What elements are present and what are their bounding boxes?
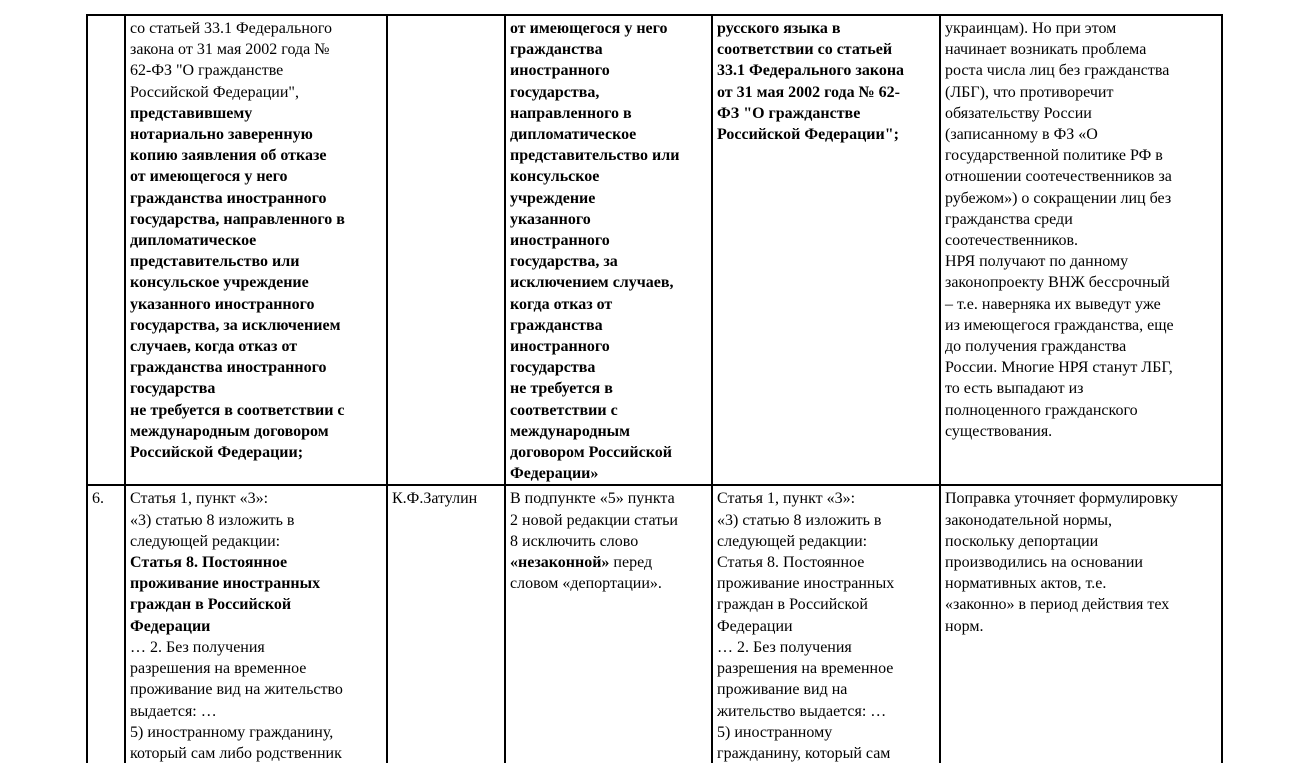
text-line: … 2. Без получения bbox=[717, 638, 852, 656]
text-line: следующей редакции: bbox=[130, 532, 281, 550]
text-line: исключением случаев, bbox=[510, 274, 674, 292]
amendment-line: 2 новой редакции статьи bbox=[510, 511, 678, 529]
text-line: представившему bbox=[130, 104, 253, 122]
text-line: «законно» в период действия тех bbox=[945, 596, 1170, 614]
text-line: от имеющегося у него bbox=[130, 168, 288, 186]
article-text-cell bbox=[125, 15, 387, 485]
text-line: консульское учреждение bbox=[130, 274, 309, 292]
text-line: договором Российской bbox=[510, 444, 672, 462]
text-line: международным bbox=[510, 422, 631, 440]
text-line: Российской Федерации; bbox=[130, 444, 304, 462]
text-line: производились на основании bbox=[945, 554, 1143, 572]
text-line: 5) иностранному гражданину, bbox=[130, 723, 334, 741]
text-line: Статья 1, пункт «3»: bbox=[717, 490, 856, 508]
text-line: – т.е. наверняка их выведут уже bbox=[945, 295, 1161, 313]
article-text-lines bbox=[130, 18, 382, 103]
amendment-text-lines bbox=[510, 18, 707, 484]
row-number-cell bbox=[87, 15, 125, 485]
text-line: гражданину, который сам bbox=[717, 744, 891, 762]
text-line: гражданства среди bbox=[945, 210, 1073, 228]
text-line: граждан в Российской bbox=[130, 596, 292, 614]
amendment-highlight-word: «незаконной» bbox=[510, 554, 610, 572]
text-line: Федерации bbox=[717, 617, 793, 635]
text-line: от 31 мая 2002 года № 62- bbox=[717, 83, 900, 101]
text-line: от имеющегося у него bbox=[510, 20, 668, 37]
text-line: учреждение bbox=[510, 189, 596, 207]
text-line: проживание иностранных bbox=[130, 575, 321, 593]
text-line: законопроекту ВНЖ бессрочный bbox=[945, 274, 1170, 292]
text-line: то есть выпадают из bbox=[945, 380, 1084, 398]
amendment-line-rest: перед bbox=[609, 554, 653, 572]
text-line: обязательству России bbox=[945, 104, 1092, 122]
text-line: не требуется в соответствии с bbox=[130, 401, 345, 419]
text-line: соответствии с bbox=[510, 401, 618, 419]
text-line: выдается: … bbox=[130, 702, 217, 720]
text-line: государственной политике РФ в bbox=[945, 147, 1163, 165]
text-line: Статья 8. Постоянное bbox=[717, 554, 865, 572]
new-text-cell bbox=[712, 15, 940, 485]
comment-lines bbox=[945, 18, 1217, 442]
comment-cell bbox=[940, 15, 1222, 485]
text-line: гражданства иностранного bbox=[130, 189, 327, 207]
new-text-cell bbox=[712, 485, 940, 763]
text-line: … 2. Без получения bbox=[130, 638, 265, 656]
text-line: когда отказ от bbox=[510, 295, 613, 313]
text-line: существования. bbox=[945, 422, 1053, 440]
text-line: со статьей 33.1 Федерального bbox=[130, 20, 333, 37]
text-line: консульское bbox=[510, 168, 600, 186]
text-line: проживание иностранных bbox=[717, 575, 895, 593]
amendment-line: словом «депортации». bbox=[510, 575, 662, 593]
text-line: дипломатическое bbox=[510, 126, 637, 144]
text-line: государства, bbox=[510, 83, 600, 101]
text-line: (записанному в ФЗ «О bbox=[945, 126, 1098, 144]
text-line: жительство выдается: … bbox=[717, 702, 887, 720]
text-line: дипломатическое bbox=[130, 232, 257, 250]
text-line: гражданства иностранного bbox=[130, 359, 327, 377]
text-line: нормативных актов, т.е. bbox=[945, 575, 1107, 593]
text-line: иностранного bbox=[510, 232, 610, 250]
text-line: начинает возникать проблема bbox=[945, 41, 1147, 59]
text-line: международным договором bbox=[130, 422, 329, 440]
row-number-cell: 6. bbox=[87, 485, 125, 763]
new-text-lines bbox=[717, 488, 935, 763]
text-line: законодательной нормы, bbox=[945, 511, 1113, 529]
comment-lines bbox=[945, 488, 1217, 636]
text-line: проживание вид на жительство bbox=[130, 681, 343, 699]
text-line: норм. bbox=[945, 617, 984, 635]
text-line: закона от 31 мая 2002 года № bbox=[130, 41, 330, 59]
text-line: Федерации bbox=[130, 617, 211, 635]
text-line: соотечественников. bbox=[945, 232, 1078, 250]
text-line: Российской Федерации"; bbox=[717, 126, 899, 144]
text-line: из имеющегося гражданства, еще bbox=[945, 316, 1174, 334]
text-line: «3) статью 8 изложить в bbox=[130, 511, 295, 529]
article-heading-lines bbox=[130, 552, 382, 637]
text-line: представительство или bbox=[510, 147, 680, 165]
text-line: нотариально заверенную bbox=[130, 126, 313, 144]
text-line: поскольку депортации bbox=[945, 532, 1099, 550]
text-line: представительство или bbox=[130, 253, 300, 271]
text-line: русского языка в bbox=[717, 20, 841, 37]
text-line: ФЗ "О гражданстве bbox=[717, 104, 861, 122]
amendments-table bbox=[86, 14, 1223, 763]
article-text-cell bbox=[125, 485, 387, 763]
amendment-line: В подпункте «5» пункта bbox=[510, 490, 675, 508]
text-line: отношении соотечественников за bbox=[945, 168, 1172, 186]
text-line: указанного bbox=[510, 210, 591, 228]
text-line: соответствии со статьей bbox=[717, 41, 893, 59]
text-line: государства bbox=[510, 359, 596, 377]
text-line: проживание вид на bbox=[717, 681, 848, 699]
text-line: Федерации» bbox=[510, 465, 599, 483]
text-line: иностранного bbox=[510, 338, 610, 356]
text-line: следующей редакции: bbox=[717, 532, 868, 550]
amendment-text-cell bbox=[505, 15, 712, 485]
text-line: роста числа лиц без гражданства bbox=[945, 62, 1170, 80]
text-line: государства, направленного в bbox=[130, 210, 345, 228]
text-line: 62-ФЗ "О гражданстве bbox=[130, 62, 284, 80]
text-line: 5) иностранному bbox=[717, 723, 833, 741]
text-line: копию заявления об отказе bbox=[130, 147, 327, 165]
text-line: случаев, когда отказ от bbox=[130, 338, 298, 356]
text-line: (ЛБГ), что противоречит bbox=[945, 83, 1114, 101]
text-line: рубежом») о сокращении лиц без bbox=[945, 189, 1172, 207]
text-line: украинцам). Но при этом bbox=[945, 20, 1117, 37]
text-line: полноценного гражданского bbox=[945, 401, 1138, 419]
article-intro-lines bbox=[130, 488, 382, 552]
author-cell: К.Ф.Затулин bbox=[387, 485, 505, 763]
text-line: государства bbox=[130, 380, 216, 398]
author-cell bbox=[387, 15, 505, 485]
text-line: указанного иностранного bbox=[130, 295, 315, 313]
amendment-line: 8 исключить слово bbox=[510, 532, 639, 550]
text-line: государства, за bbox=[510, 253, 618, 271]
text-line: государства, за исключением bbox=[130, 316, 341, 334]
text-line: 33.1 Федерального закона bbox=[717, 62, 905, 80]
text-line: который сам либо родственник bbox=[130, 744, 342, 762]
article-body-lines bbox=[130, 637, 382, 763]
table-row bbox=[87, 485, 1222, 763]
text-line: Поправка уточняет формулировку bbox=[945, 490, 1179, 508]
text-line: Статья 1, пункт «3»: bbox=[130, 490, 269, 508]
text-line: России. Многие НРЯ станут ЛБГ, bbox=[945, 359, 1173, 377]
text-line: гражданства bbox=[510, 41, 603, 59]
table-row bbox=[87, 15, 1222, 485]
new-text-lines bbox=[717, 18, 935, 145]
text-line: гражданства bbox=[510, 316, 603, 334]
text-line: Российской Федерации", bbox=[130, 83, 299, 101]
text-line: иностранного bbox=[510, 62, 610, 80]
amendment-line bbox=[510, 552, 707, 573]
amendment-text-cell bbox=[505, 485, 712, 763]
text-line: Статья 8. Постоянное bbox=[130, 554, 288, 572]
text-line: разрешения на временное bbox=[717, 660, 894, 678]
text-line: направленного в bbox=[510, 104, 632, 122]
text-line: до получения гражданства bbox=[945, 338, 1127, 356]
text-line: граждан в Российской bbox=[717, 596, 868, 614]
text-line: не требуется в bbox=[510, 380, 613, 398]
text-line: НРЯ получают по данному bbox=[945, 253, 1129, 271]
text-line: «3) статью 8 изложить в bbox=[717, 511, 882, 529]
text-line: разрешения на временное bbox=[130, 660, 307, 678]
article-text-bold-lines bbox=[130, 103, 382, 463]
comment-cell bbox=[940, 485, 1222, 763]
